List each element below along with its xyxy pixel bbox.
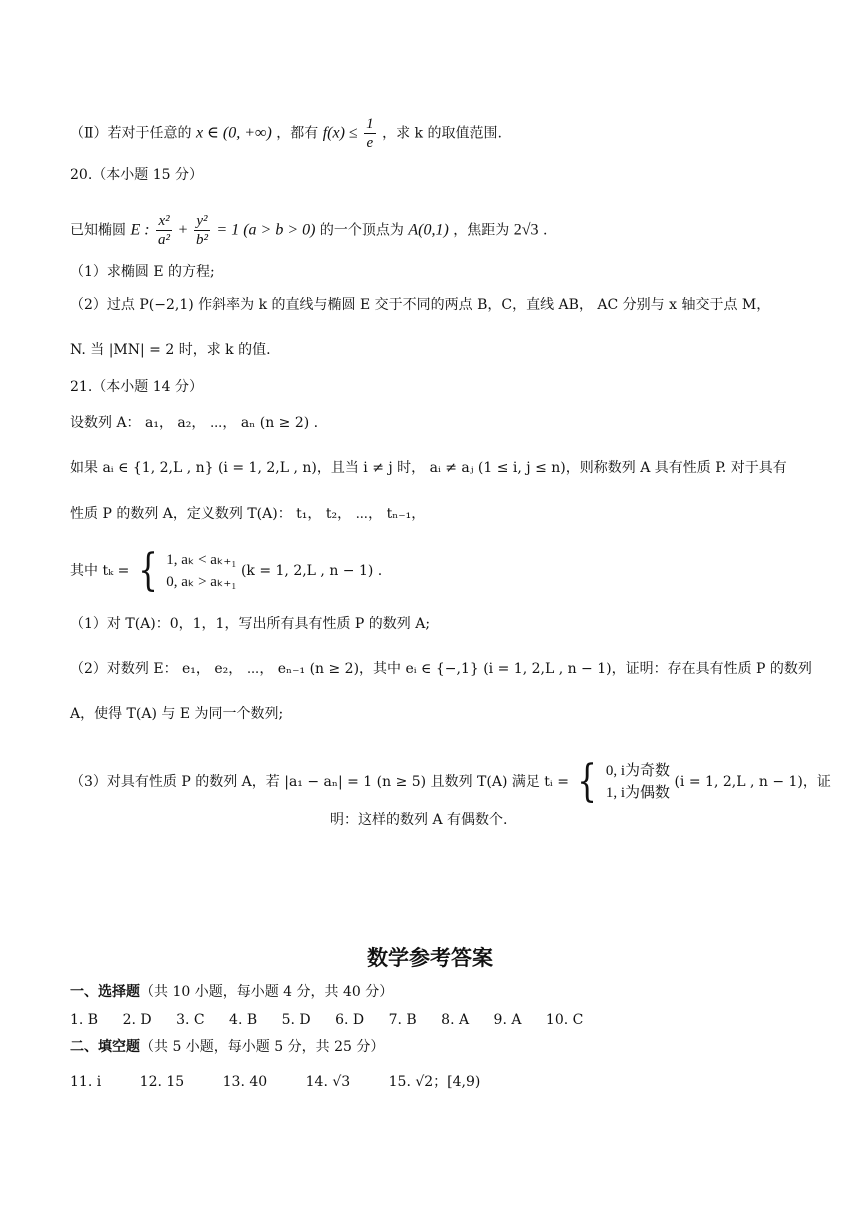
q21-header: 21.（本小题 14 分） bbox=[70, 379, 203, 395]
q19-part2-text: （Ⅱ）若对于任意的 bbox=[70, 125, 192, 142]
q21-part1: （1）对 T(A)：0，1，1，写出所有具有性质 P 的数列 A; bbox=[70, 616, 431, 632]
q20-frac-x bbox=[156, 212, 172, 249]
q20-vertex: A(0,1) bbox=[408, 221, 449, 239]
q20-frac-x-den: a² bbox=[158, 232, 171, 248]
q21-line4 bbox=[70, 545, 383, 596]
q20-frac-y bbox=[194, 212, 210, 249]
q21-tk-case-list bbox=[166, 549, 236, 593]
choice-answer: 5. D bbox=[281, 1012, 311, 1028]
choice-answer: 6. D bbox=[335, 1012, 365, 1028]
q20-stem-mid: 的一个顶点为 bbox=[319, 222, 404, 239]
q20-equation: = 1 (a > b > 0) bbox=[216, 221, 316, 239]
q21-part3-line1 bbox=[70, 756, 831, 807]
q20-part1: （1）求椭圆 E 的方程; bbox=[70, 264, 215, 280]
q21-part2-line1: （2）对数列 E： e₁， e₂， ⋯， eₙ₋₁ (n ≥ 2)，其中 eᵢ ∈ {−,1} (i = 1, 2,L , n − 1)，证明：存在具有性质 P 的数列 bbox=[70, 661, 812, 677]
q21-tk-case2: 0, aₖ > aₖ₊₁ bbox=[166, 574, 237, 590]
fill-answer: 12. 15 bbox=[139, 1074, 185, 1090]
q21-part3-pre: （3）对具有性质 P 的数列 A，若 |a₁ − aₙ| = 1 (n ≥ 5) 且数列 T(A) 满足 tᵢ = bbox=[70, 774, 569, 790]
q21-part3-line2: 明：这样的数列 A 有偶数个. bbox=[330, 812, 508, 828]
q19-part2 bbox=[70, 115, 502, 152]
choice-answer: 4. B bbox=[229, 1012, 258, 1028]
q21-ti-case-list bbox=[606, 760, 670, 804]
answer-choices bbox=[70, 1010, 603, 1030]
fill-answer: 11. i bbox=[70, 1074, 102, 1090]
q20-part2-line2: N. 当 |MN| = 2 时，求 k 的值. bbox=[70, 342, 271, 358]
q20-stem-end: . bbox=[542, 222, 548, 239]
q21-line3: 性质 P 的数列 A，定义数列 T(A)： t₁， t₂， ⋯， tₙ₋₁， bbox=[70, 506, 426, 522]
q20-focal-label: ，焦距为 bbox=[453, 222, 510, 239]
choice-answer: 9. A bbox=[493, 1012, 522, 1028]
q20-plus: + bbox=[178, 221, 188, 239]
answer-sec1-heading bbox=[70, 982, 393, 1002]
answer-title: 数学参考答案 bbox=[367, 946, 493, 970]
q21-part2-line2: A，使得 T(A) 与 E 为同一个数列; bbox=[70, 706, 284, 722]
fill-answer: 15. √2；[4,9) bbox=[388, 1074, 481, 1090]
q21-ti-case2: 1, i为偶数 bbox=[605, 785, 671, 801]
q20-frac-y-num: y² bbox=[194, 212, 210, 231]
q20-frac-x-num: x² bbox=[156, 212, 172, 231]
q19-frac-num: 1 bbox=[366, 116, 374, 132]
q20-header: 20.（本小题 15 分） bbox=[70, 167, 203, 183]
q20-part2-line1: （2）过点 P(−2,1) 作斜率为 k 的直线与椭圆 E 交于不同的两点 B，C，直线 AB， AC 分别与 x 轴交于点 M， bbox=[70, 297, 771, 313]
brace-glyph: { bbox=[138, 545, 158, 596]
choice-answer: 7. B bbox=[388, 1012, 417, 1028]
q21-tk-range: (k = 1, 2,L , n − 1) . bbox=[240, 563, 383, 579]
q19-end: ，求 k 的取值范围. bbox=[382, 125, 502, 142]
choice-answer: 10. C bbox=[545, 1012, 584, 1028]
answer-sec2-label: 二、填空题 bbox=[70, 1039, 140, 1055]
choice-answer: 1. B bbox=[70, 1012, 99, 1028]
choice-answer: 3. C bbox=[176, 1012, 205, 1028]
fill-answer: 14. √3 bbox=[305, 1074, 351, 1090]
q19-condition: x ∈ (0, +∞) bbox=[195, 124, 272, 142]
q21-tk-label: 其中 tₖ = bbox=[70, 563, 130, 579]
answer-sec2-desc: （共 5 小题，每小题 5 分，共 25 分） bbox=[140, 1039, 385, 1055]
q21-line1: 设数列 A： a₁， a₂， ⋯， aₙ (n ≥ 2) . bbox=[70, 415, 319, 431]
q21-ti-case1: 0, i为奇数 bbox=[605, 763, 671, 779]
q21-ti-cases bbox=[573, 756, 671, 807]
q20-stem bbox=[70, 212, 547, 249]
q21-tk-case1: 1, aₖ < aₖ₊₁ bbox=[166, 552, 237, 568]
answer-fills bbox=[70, 1072, 500, 1092]
choice-answer: 2. D bbox=[122, 1012, 152, 1028]
q20-frac-y-den: b² bbox=[195, 232, 208, 248]
answer-sec1-label: 一、选择题 bbox=[70, 984, 140, 1000]
q21-line2: 如果 aᵢ ∈ {1, 2,L , n} (i = 1, 2,L , n)，且当 i ≠ j 时， aᵢ ≠ aⱼ (1 ≤ i, j ≤ n)，则称数列 A 具有性质 P. 对于具有 bbox=[70, 460, 787, 476]
answer-sec1-desc: （共 10 小题，每小题 4 分，共 40 分） bbox=[140, 984, 394, 1000]
q19-f: f(x) ≤ bbox=[322, 124, 358, 142]
q19-frac-den: e bbox=[366, 135, 374, 151]
q19-fraction bbox=[364, 115, 376, 152]
choice-answer: 8. A bbox=[441, 1012, 470, 1028]
q21-tk-cases bbox=[134, 545, 237, 596]
brace-glyph: { bbox=[577, 756, 598, 807]
fill-answer: 13. 40 bbox=[222, 1074, 268, 1090]
q20-ellipse-name: E : bbox=[130, 221, 150, 239]
q21-part3-post: (i = 1, 2,L , n − 1)，证 bbox=[674, 774, 831, 790]
answer-sec2-heading bbox=[70, 1037, 384, 1057]
q20-focal-value: 2√3 bbox=[513, 221, 539, 239]
q20-stem-pre: 已知椭圆 bbox=[70, 222, 126, 239]
q19-mid: ，都有 bbox=[276, 125, 319, 142]
